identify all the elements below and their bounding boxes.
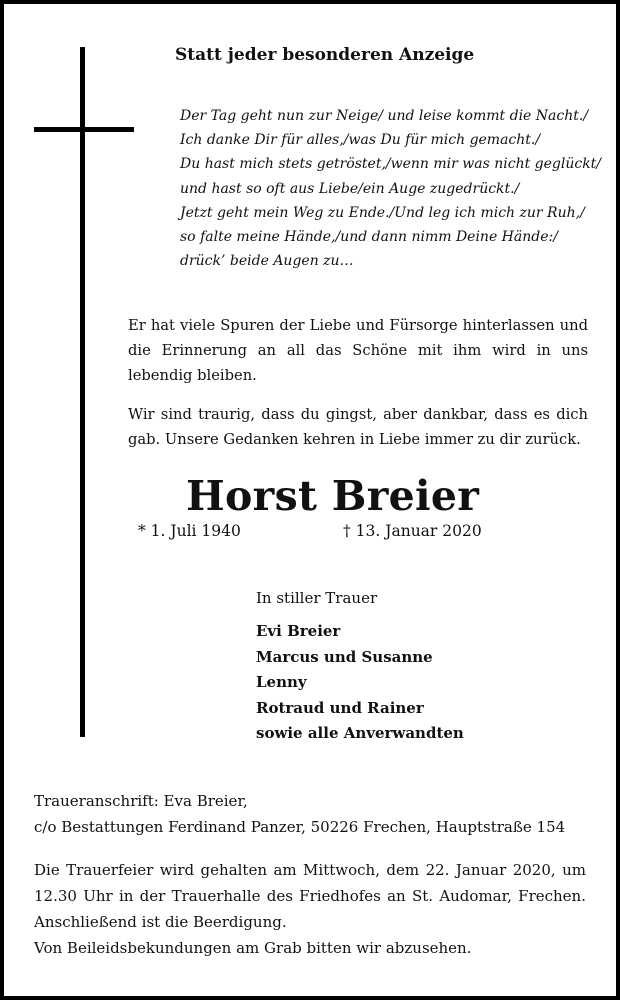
mourning-intro: In stiller Trauer (256, 589, 378, 607)
death-date: † 13. Januar 2020 (343, 522, 482, 540)
mourner-name: Marcus und Susanne (256, 647, 433, 666)
cross-vertical-bar (80, 47, 85, 737)
deceased-name: Horst Breier (186, 472, 480, 520)
mourner-name: Evi Breier (256, 622, 341, 640)
cross-horizontal-bar (34, 127, 134, 132)
ceremony-text: Die Trauerfeier wird gehalten am Mittwoch, dem 22. Januar 2020, um 12.30 Uhr in der Trauerhalle des Friedhofes an St. Audomar, Frechen. Anschließend ist die Beerdigung. (34, 861, 586, 931)
condolence-note: Von Beileidsbekundungen am Grab bitten wir abzusehen. (34, 939, 472, 957)
birth-date: * 1. Juli 1940 (138, 522, 241, 540)
poem-line: und hast so oft aus Liebe/ein Auge zugedrückt./ (180, 180, 520, 197)
poem-line: Der Tag geht nun zur Neige/ und leise kommt die Nacht./ (180, 108, 589, 124)
poem-line: Jetzt geht mein Weg zu Ende./Und leg ich mich zur Ruh,/ (180, 204, 585, 221)
poem (180, 104, 600, 273)
mourner-name: Lenny (256, 673, 307, 691)
poem-line: drück’ beide Augen zu… (180, 253, 354, 270)
mourners-list (256, 619, 464, 747)
header-title: Statt jeder besonderen Anzeige (175, 45, 475, 65)
poem-line: Ich danke Dir für alles,/was Du für mich gemacht./ (180, 132, 541, 149)
mourner-name: sowie alle Anverwandten (256, 724, 464, 742)
poem-line: Du hast mich stets getröstet,/wenn mir was nicht geglückt/ (180, 156, 602, 173)
ceremony-info (34, 857, 586, 961)
address-line: c/o Bestattungen Ferdinand Panzer, 50226 Frechen, Hauptstraße 154 (34, 818, 566, 836)
mourner-name: Rotraud und Rainer (256, 698, 424, 717)
mourning-address (34, 788, 594, 840)
address-line: Traueranschrift: Eva Breier, (34, 792, 248, 810)
tribute-paragraph: Er hat viele Spuren der Liebe und Fürsorge hinterlassen und die Erinnerung an all das Schöne mit ihm wird in uns lebendig bleiben. (128, 317, 588, 384)
gratitude-paragraph: Wir sind traurig, dass du gingst, aber dankbar, dass es dich gab. Unsere Gedanken kehren in Liebe immer zu dir zurück. (128, 406, 588, 448)
poem-line: so falte meine Hände,/und dann nimm Deine Hände:/ (180, 229, 558, 246)
